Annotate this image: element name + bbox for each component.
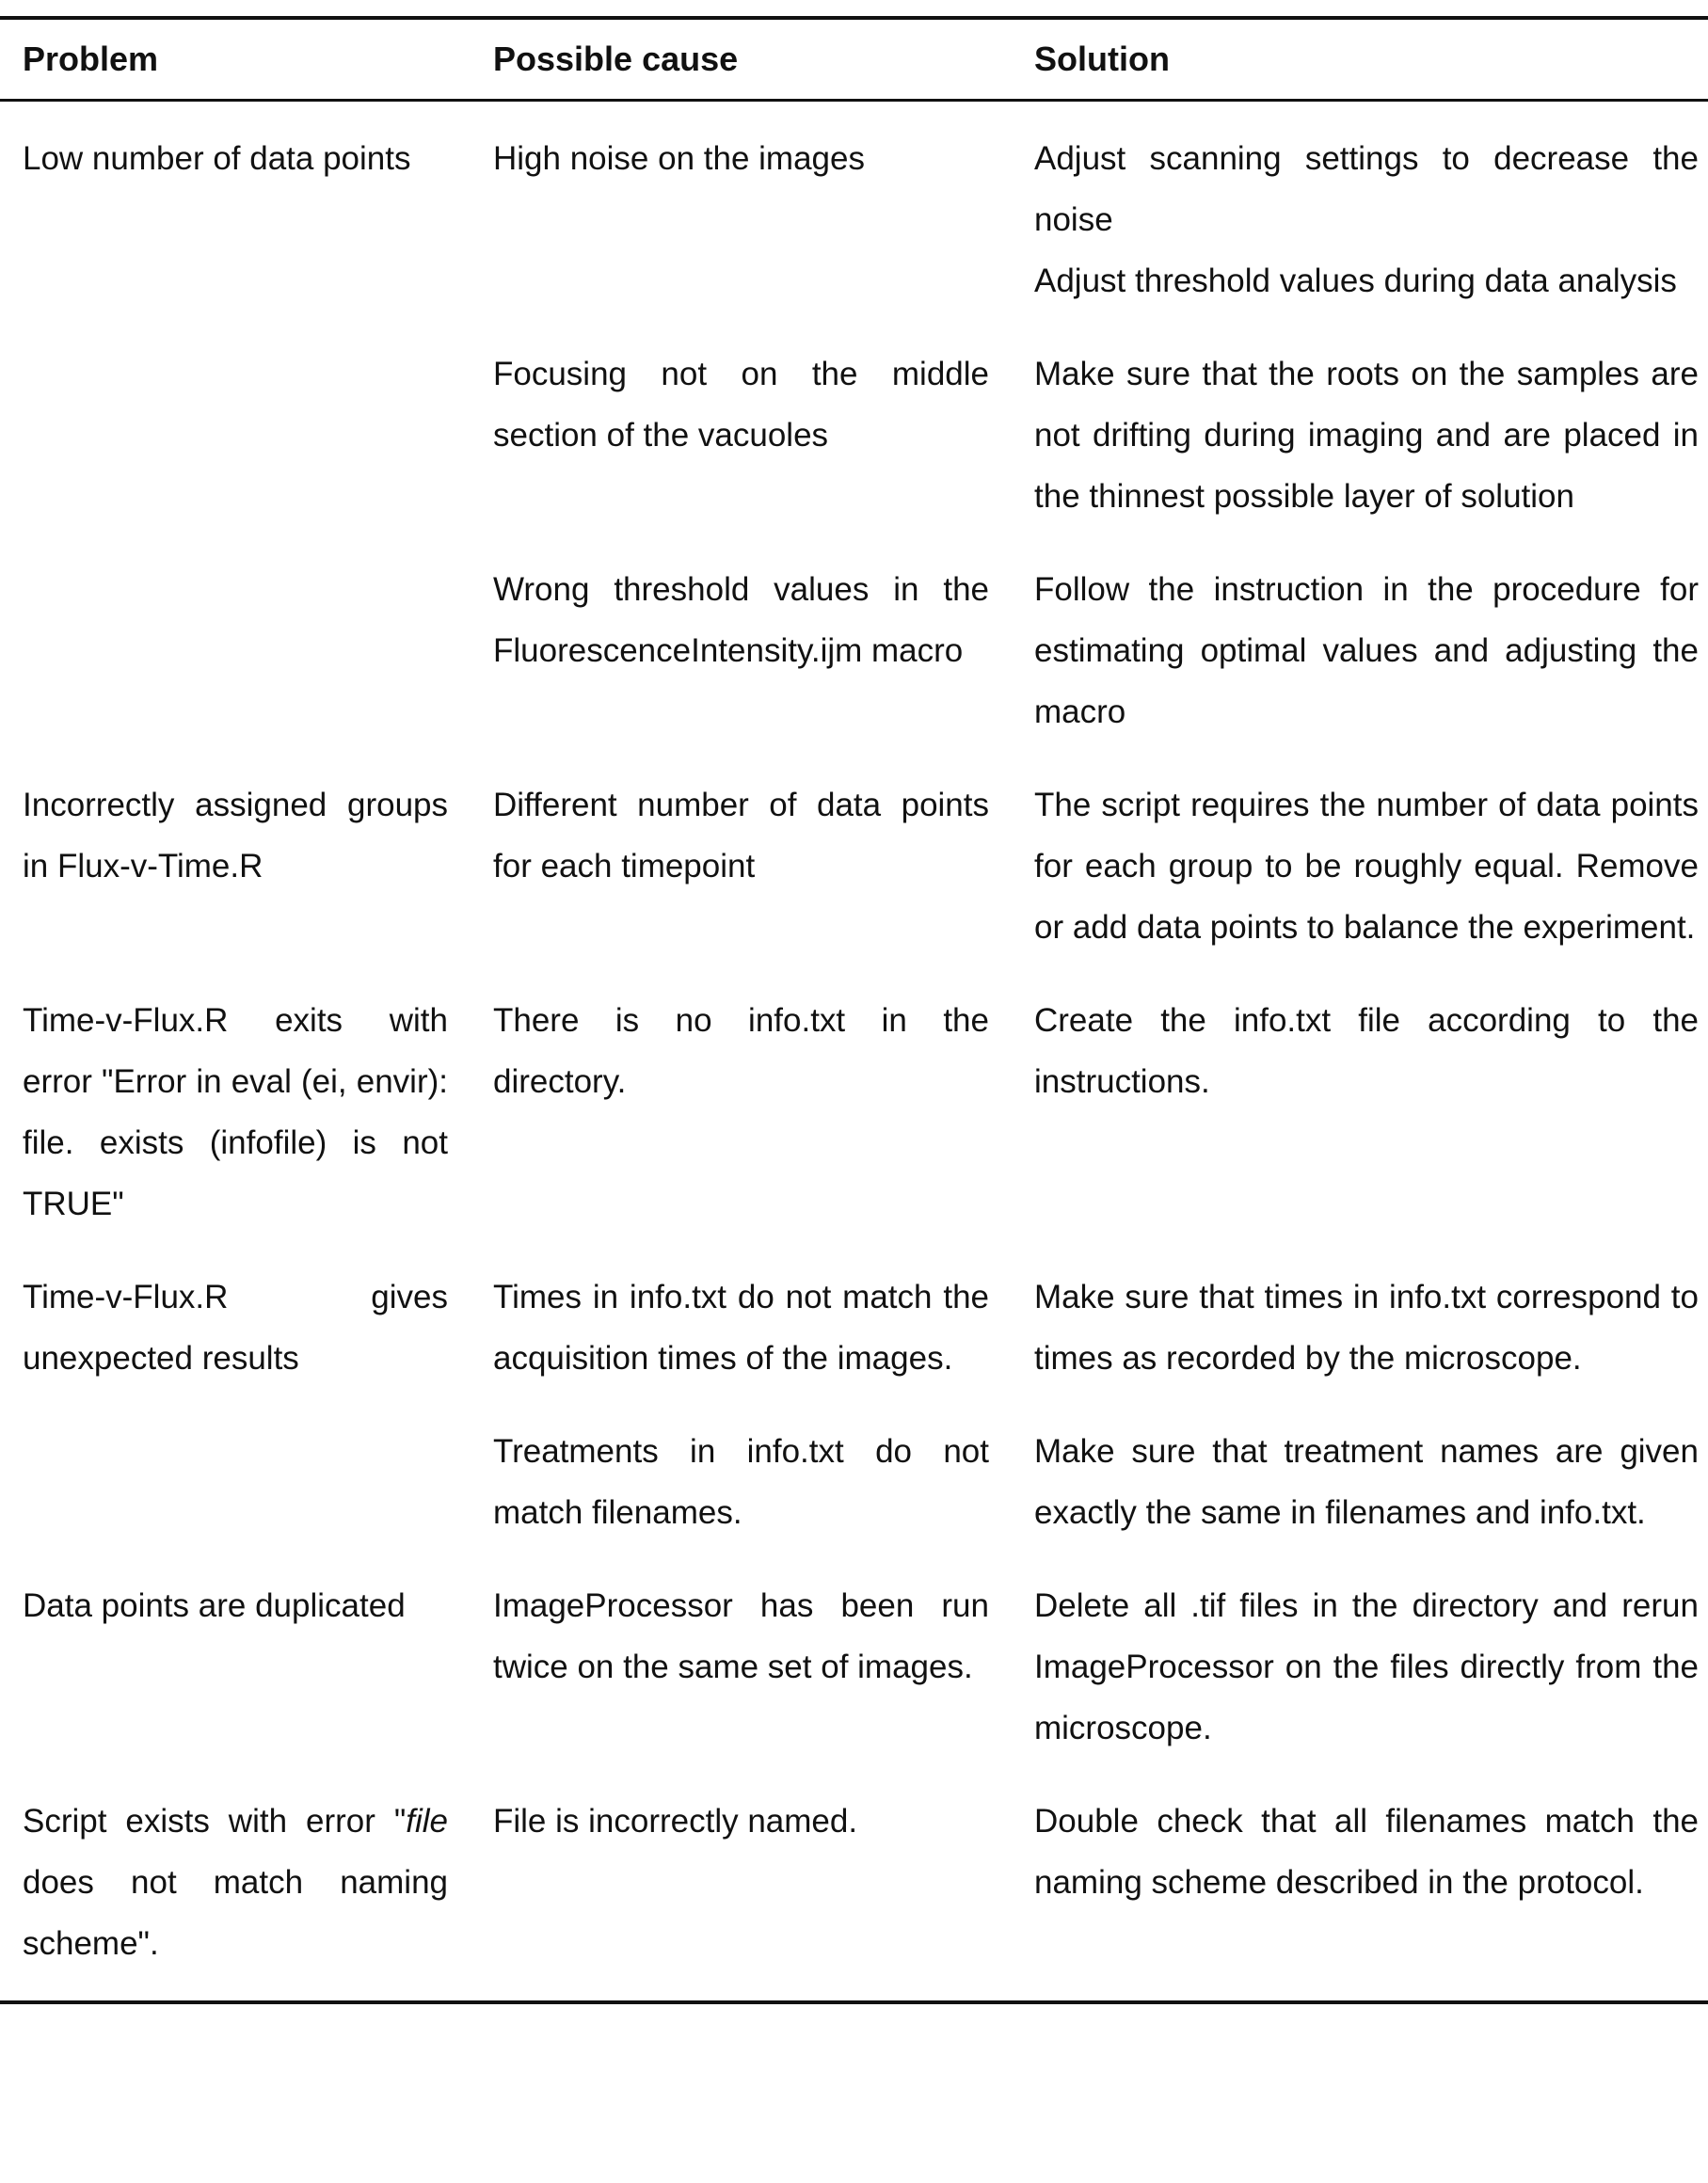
- table-row: [0, 101, 1708, 344]
- problem-text-italic: file: [406, 1803, 448, 1840]
- header-problem: Problem: [0, 18, 471, 101]
- cause-cell: File is incorrectly named.: [493, 1803, 858, 1840]
- problem-text: Script exists with error ": [23, 1803, 407, 1840]
- table-row: [0, 1791, 1708, 2002]
- solution-cell: Make sure that times in info.txt correspond to times as recorded by the microscope.: [1034, 1279, 1699, 1377]
- cause-cell: Times in info.txt do not match the acquisition times of the images.: [493, 1279, 989, 1377]
- table-row: [0, 990, 1708, 1267]
- problem-cell: Time-v-Flux.R exits with error "Error in eval (ei, envir): file. exists (infofile) is not TRUE": [23, 1002, 448, 1222]
- solution-line: Adjust scanning settings to decrease the noise: [1034, 140, 1699, 238]
- header-possible-cause: Possible cause: [471, 18, 1012, 101]
- header-solution: Solution: [1012, 18, 1708, 101]
- problem-cell: [0, 1421, 471, 1575]
- problem-cell: [0, 559, 471, 774]
- cause-cell: Focusing not on the middle section of the vacuoles: [493, 356, 989, 454]
- table-body: [0, 101, 1708, 2003]
- cause-cell: Wrong threshold values in the FluorescenceIntensity.ijm macro: [493, 571, 989, 669]
- problem-cell: Low number of data points: [23, 140, 411, 177]
- solution-cell: Delete all .tif files in the directory and rerun ImageProcessor on the files directly from the microscope.: [1034, 1587, 1699, 1746]
- troubleshooting-table-container: [0, 16, 1708, 2004]
- cause-cell: Treatments in info.txt do not match filenames.: [493, 1433, 989, 1531]
- problem-cell: Time-v-Flux.R gives unexpected results: [23, 1279, 448, 1377]
- problem-cell: Data points are duplicated: [23, 1587, 406, 1624]
- solution-cell: [1012, 101, 1708, 344]
- solution-cell: Make sure that the roots on the samples are not drifting during imaging and are placed in the thinnest possible layer of solution: [1034, 356, 1699, 515]
- solution-cell: Follow the instruction in the procedure for estimating optimal values and adjusting the macro: [1034, 571, 1699, 730]
- troubleshooting-table: [0, 16, 1708, 2004]
- table-row: [0, 343, 1708, 559]
- table-row: [0, 559, 1708, 774]
- problem-cell: Incorrectly assigned groups in Flux-v-Time.R: [23, 787, 448, 884]
- problem-cell: [0, 1791, 471, 2002]
- problem-cell: [0, 343, 471, 559]
- cause-cell: ImageProcessor has been run twice on the same set of images.: [493, 1587, 989, 1685]
- cause-cell: Different number of data points for each timepoint: [493, 787, 989, 884]
- table-row: [0, 1421, 1708, 1575]
- table-row: [0, 1575, 1708, 1791]
- solution-cell: Double check that all filenames match the naming scheme described in the protocol.: [1034, 1803, 1699, 1901]
- table-header: [0, 18, 1708, 101]
- solution-cell: Create the info.txt file according to the instructions.: [1034, 1002, 1699, 1100]
- cause-cell: There is no info.txt in the directory.: [493, 1002, 989, 1100]
- header-row: [0, 18, 1708, 101]
- solution-cell: The script requires the number of data points for each group to be roughly equal. Remove or add data points to balance the experiment.: [1034, 787, 1699, 946]
- problem-text: does not match naming scheme".: [23, 1864, 448, 1962]
- table-row: [0, 1267, 1708, 1421]
- cause-cell: High noise on the images: [493, 140, 865, 177]
- table-row: [0, 774, 1708, 990]
- solution-cell: Make sure that treatment names are given exactly the same in filenames and info.txt.: [1034, 1433, 1699, 1531]
- solution-line: Adjust threshold values during data analysis: [1034, 263, 1677, 299]
